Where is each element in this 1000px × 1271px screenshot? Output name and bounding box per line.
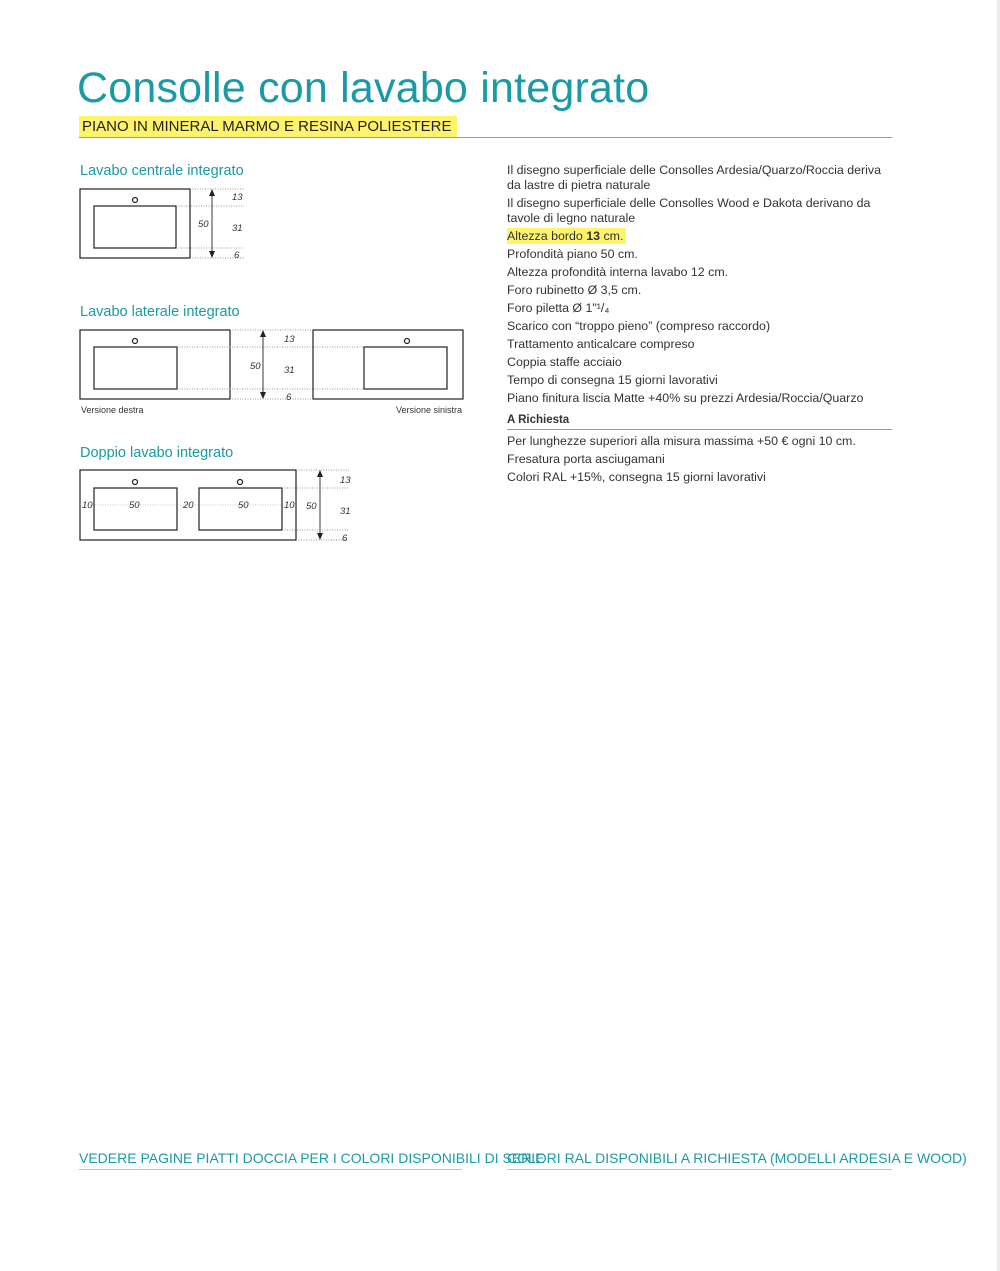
highlight-suffix: cm.: [600, 229, 624, 243]
on-request-item: Colori RAL +15%, consegna 15 giorni lavorativi: [507, 470, 766, 484]
dim-top: 13: [284, 334, 295, 345]
caption-versione-sinistra: Versione sinistra: [395, 405, 462, 415]
tap-hole-sinistra: [405, 339, 410, 344]
caption-versione-destra: Versione destra: [81, 405, 144, 415]
tap-hole-1: [133, 480, 138, 485]
width-basin-2: 50: [238, 500, 249, 511]
page-title: Consolle con lavabo integrato: [77, 64, 650, 112]
spec-item-highlight: [507, 229, 892, 244]
dim-bottom: 6: [234, 250, 240, 261]
dim-middle: 31: [340, 506, 351, 517]
spec-item: Tempo di consegna 15 giorni lavorativi: [507, 373, 718, 387]
footer-note-left: VEDERE PAGINE PIATTI DOCCIA PER I COLORI DISPONIBILI DI SERIE: [79, 1150, 462, 1170]
page-subtitle: PIANO IN MINERAL MARMO E RESINA POLIESTERE: [79, 116, 457, 137]
footer-note-right: COLORI RAL DISPONIBILI A RICHIESTA (MODELLI ARDESIA E WOOD): [507, 1150, 892, 1170]
on-request-item: Fresatura porta asciugamani: [507, 452, 665, 466]
on-request-item: Per lunghezze superiori alla misura massima +50 € ogni 10 cm.: [507, 434, 856, 448]
dim-top: 13: [232, 192, 243, 203]
dim-bottom: 6: [286, 392, 292, 403]
width-basin-1: 50: [129, 500, 140, 511]
dim-total: 50: [198, 219, 209, 230]
highlight-mark: [507, 228, 626, 244]
dim-middle: 31: [232, 223, 243, 234]
spec-item: Scarico con “troppo pieno” (compreso raccordo): [507, 319, 771, 333]
basin-outline-sinistra: [364, 347, 447, 389]
width-left: 10: [82, 500, 93, 511]
section-heading-doppio: Doppio lavabo integrato: [80, 445, 234, 461]
spec-item: Piano finitura liscia Matte +40% su prezzi Ardesia/Roccia/Quarzo: [507, 391, 864, 405]
spec-item: Altezza profondità interna lavabo 12 cm.: [507, 265, 729, 279]
section-heading-centrale: Lavabo centrale integrato: [80, 163, 244, 179]
spec-item: Foro piletta Ø 1"¹/₄: [507, 301, 610, 315]
width-right: 10: [284, 500, 295, 511]
basin-outline: [94, 206, 176, 248]
tap-hole: [133, 198, 138, 203]
diagram-laterale: [76, 325, 468, 420]
on-request-heading: A Richiesta: [507, 413, 892, 430]
spec-item: Trattamento anticalcare compreso: [507, 337, 695, 351]
spec-item: Foro rubinetto Ø 3,5 cm.: [507, 283, 642, 297]
title-divider: [79, 137, 892, 138]
diagram-centrale: [76, 184, 276, 264]
dim-middle: 31: [284, 365, 295, 376]
dim-top: 13: [340, 475, 351, 486]
tap-hole-destra: [133, 339, 138, 344]
spec-item: Il disegno superficiale delle Consolles Wood e Dakota derivano da tavole di legno naturale: [507, 196, 871, 225]
highlight-value: 13: [586, 229, 601, 243]
spec-item: Il disegno superficiale delle Consolles Ardesia/Quarzo/Roccia deriva da lastre di pietra naturale: [507, 163, 881, 192]
width-gap: 20: [183, 500, 194, 511]
spec-list: [507, 163, 892, 488]
section-heading-laterale: Lavabo laterale integrato: [80, 304, 240, 320]
highlight-prefix: Altezza bordo: [507, 229, 587, 243]
dim-bottom: 6: [342, 533, 348, 544]
basin-outline-destra: [94, 347, 177, 389]
diagram-doppio: [76, 465, 361, 547]
tap-hole-2: [238, 480, 243, 485]
dim-total: 50: [250, 361, 261, 372]
spec-item: Profondità piano 50 cm.: [507, 247, 638, 261]
spec-item: Coppia staffe acciaio: [507, 355, 622, 369]
dim-total: 50: [306, 501, 317, 512]
